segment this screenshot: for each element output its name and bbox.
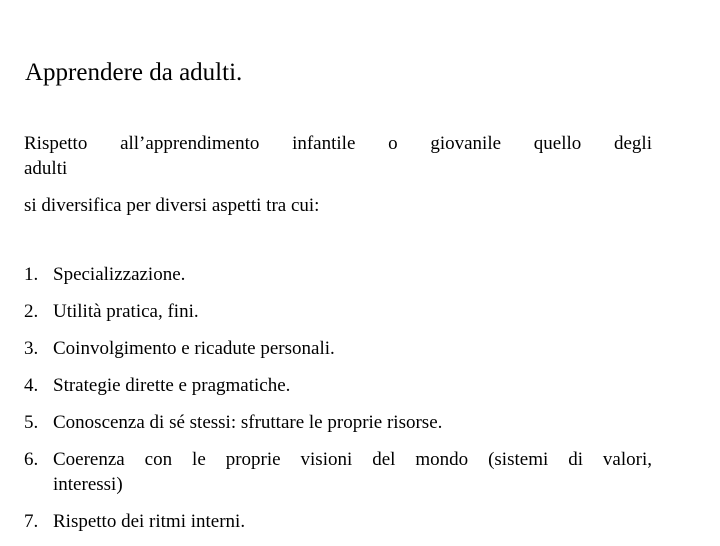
- list-item-text: Conoscenza di sé stessi: sfruttare le proprie risorse.: [53, 412, 443, 433]
- list-item-text: Utilità pratica, fini.: [53, 301, 199, 322]
- list-item-number: 1.: [24, 264, 39, 285]
- list-item: [24, 299, 652, 324]
- aspects-list: [24, 262, 652, 546]
- list-item-text-line-1: Coerenza con le proprie visioni del mondo (sistemi di valori,: [53, 449, 652, 470]
- list-item-number: 5.: [24, 412, 39, 433]
- list-item: [24, 509, 652, 534]
- intro-line-3: si diversifica per diversi aspetti tra cui:: [24, 195, 320, 216]
- list-item: [24, 262, 652, 287]
- list-item-text: Rispetto dei ritmi interni.: [53, 511, 246, 532]
- list-item-number: 2.: [24, 301, 39, 322]
- intro-line-2: adulti: [24, 158, 68, 179]
- list-item-number: 7.: [24, 511, 39, 532]
- list-item-number: 3.: [24, 338, 39, 359]
- list-item-number: 4.: [24, 375, 39, 396]
- intro-paragraph: [24, 131, 652, 181]
- intro-line-1: Rispetto all’apprendimento infantile o giovanile quello degli: [24, 133, 652, 154]
- list-item: [24, 410, 652, 435]
- list-item: [24, 373, 652, 398]
- list-item-number: 6.: [24, 449, 39, 470]
- list-item: [24, 336, 652, 361]
- list-item-text: [53, 447, 652, 497]
- list-item: [24, 447, 652, 497]
- list-item-text: Strategie dirette e pragmatiche.: [53, 375, 291, 396]
- slide-title: Apprendere da adulti.: [25, 59, 243, 86]
- list-item-text-line-2: interessi): [53, 474, 123, 495]
- list-item-text: Coinvolgimento e ricadute personali.: [53, 338, 335, 359]
- list-item-text: Specializzazione.: [53, 264, 186, 285]
